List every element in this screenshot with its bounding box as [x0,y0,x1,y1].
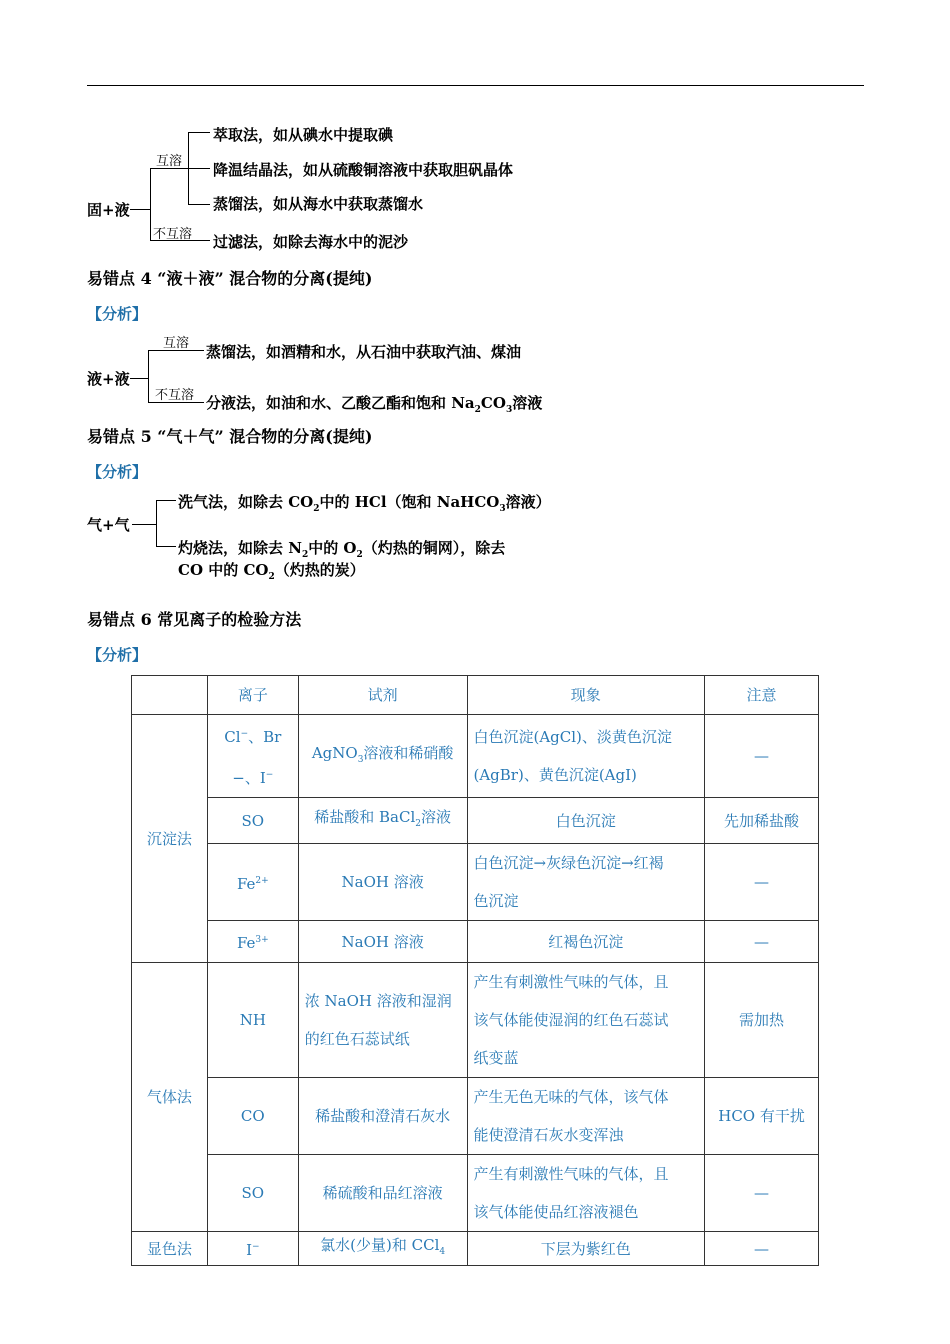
ion-test-table [131,675,819,1266]
method-item: 蒸馏法，如酒精和水，从石油中获取汽油、煤油 [206,343,522,361]
analysis-tag: 【分析】 [87,305,148,323]
reagent-cell: 稀盐酸和澄清石灰水 [298,1078,467,1155]
phenomenon-cell: 白色沉淀(AgCl)、淡黄色沉淀 (AgBr)、黄色沉淀(AgI) [467,715,705,798]
phenomenon-cell: 红褐色沉淀 [467,921,705,963]
table-row [132,715,819,798]
table-header-cell [132,676,208,715]
table-row [132,963,819,1078]
phenomenon-cell: 产生有刺激性气味的气体，且 该气体能使湿润的红色石蕊试 纸变蓝 [467,963,705,1078]
reagent-cell: NaOH 溶液 [298,844,467,921]
note-cell: — [705,1232,819,1266]
note-cell: 先加稀盐酸 [705,798,819,844]
table-row [132,1078,819,1155]
method-item: 降温结晶法，如从硫酸铜溶液中获取胆矾晶体 [213,161,514,179]
connector [130,378,148,379]
ion-cell: NH [207,963,298,1078]
group-label: 显色法 [132,1232,208,1266]
ion-cell: SO [207,798,298,844]
phenomenon-cell: 下层为紫红色 [467,1232,705,1266]
table-row [132,798,819,844]
method-item: 过滤法，如除去海水中的泥沙 [213,233,409,251]
method-item: 灼烧法，如除去 $N_2$中的 $O_2$（灼热的铜网），除去 [178,539,506,560]
connector [156,546,176,547]
analysis-tag: 【分析】 [87,463,148,481]
connector [188,132,210,133]
table-row [132,1155,819,1232]
reagent-cell: 浓 NaOH 溶液和湿润 的红色石蕊试纸 [298,963,467,1078]
note-cell: — [705,921,819,963]
phenomenon-cell: 白色沉淀→灰绿色沉淀→红褐 色沉淀 [467,844,705,921]
ion-cell: CO [207,1078,298,1155]
method-item: 分液法，如油和水、乙酸乙酯和饱和 $Na_2CO_3$溶液 [206,394,543,415]
connector [150,168,151,240]
connector [132,524,156,525]
table-header-cell: 注意 [705,676,819,715]
connector [188,204,210,205]
group-label: 气体法 [132,963,208,1232]
section5-title: 易错点 5 “气＋气” 混合物的分离(提纯) [87,427,373,446]
method-item: 蒸馏法，如从海水中获取蒸馏水 [213,195,424,213]
table-header-row [132,676,819,715]
note-cell: HCO 有干扰 [705,1078,819,1155]
table-header-cell: 离子 [207,676,298,715]
header-rule [87,85,864,86]
branch-insoluble-label: 不互溶 [153,227,193,242]
section6-title: 易错点 6 常见离子的检验方法 [87,610,302,629]
section4-title: 易错点 4 “液＋液” 混合物的分离(提纯) [87,269,373,288]
connector [148,350,149,402]
branch-soluble-label: 互溶 [163,336,190,351]
table-header-cell: 现象 [467,676,705,715]
method-item-continued: CO 中的 $CO_2$（灼热的炭） [178,561,365,582]
reagent-cell: 稀硫酸和品红溶液 [298,1155,467,1232]
note-cell: — [705,1155,819,1232]
connector [188,168,210,169]
table-row [132,1232,819,1266]
phenomenon-cell: 产生无色无味的气体，该气体 能使澄清石灰水变浑浊 [467,1078,705,1155]
diagram1-root: 固+液 [87,201,130,219]
reagent-cell: 稀盐酸和 BaCl$_2$溶液 [298,798,467,844]
connector [156,500,176,501]
diagram3-root: 气+气 [87,516,130,534]
analysis-tag: 【分析】 [87,646,148,664]
note-cell: — [705,844,819,921]
ion-cell: I− [207,1232,298,1266]
connector [156,500,157,546]
phenomenon-cell: 产生有刺激性气味的气体，且 该气体能使品红溶液褪色 [467,1155,705,1232]
table-row [132,921,819,963]
table-row [132,844,819,921]
reagent-cell: AgNO$_3$溶液和稀硝酸 [298,715,467,798]
reagent-cell: NaOH 溶液 [298,921,467,963]
ion-cell: $Fe^{2+}$ [207,844,298,921]
branch-soluble-label: 互溶 [156,154,183,169]
diagram2-root: 液+液 [87,370,130,388]
ion-cell: SO [207,1155,298,1232]
ion-cell: $Fe^{3+}$ [207,921,298,963]
group-label: 沉淀法 [132,715,208,963]
ion-cell: Cl−、Br −、I− [207,715,298,798]
method-item: 洗气法，如除去 $CO_2$中的 HCl（饱和 NaHCO$_3$溶液） [178,493,551,514]
note-cell: — [705,715,819,798]
phenomenon-cell: 白色沉淀 [467,798,705,844]
connector [130,209,150,210]
note-cell: 需加热 [705,963,819,1078]
branch-insoluble-label: 不互溶 [155,388,195,403]
table-header-cell: 试剂 [298,676,467,715]
reagent-cell: 氯水(少量)和 CCl$_4$ [298,1232,467,1266]
method-item: 萃取法，如从碘水中提取碘 [213,126,394,144]
